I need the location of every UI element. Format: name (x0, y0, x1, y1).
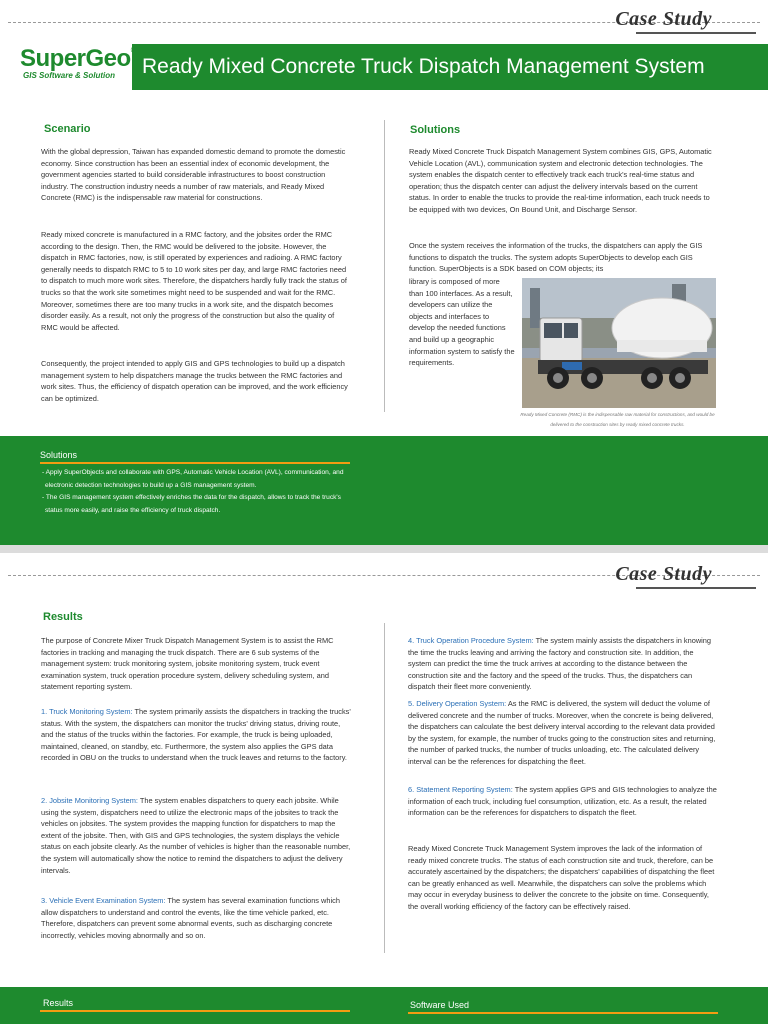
band-item: - The GIS management system effectively enriches the data for the dispatch, allows to track the truck's (42, 494, 341, 501)
column-divider (384, 120, 385, 412)
case-study-underline-2 (636, 587, 756, 589)
band-software-label: Software Used (410, 1000, 470, 1010)
band-solutions-list (42, 467, 422, 517)
band-item: status more easily, and raise the efficiency of truck dispatch. (45, 506, 221, 514)
item-text: The system mainly assists the dispatchers in knowing the time the trucks leaving and arriving the factory and construction site. In addition, the system can predict the time the truck arrives at according to the distance between the construction site and the factory and the speed of the trucks. Thus, the dispatchers can dispatch their fleet more conveniently. (408, 636, 712, 692)
item-text: As the RMC is delivered, the system will deduct the volume of delivered concrete and the number of trucks. Moreover, when the concrete is being delivered, the dispatchers can calculate the best delivery interval according to the relevant data provided by the system, for example, the number of trucks going to the construction sites and returning, the number of parked trucks, the number of trucks unloading, etc. The calculated delivery interval can be the references for dispatching the fleet. (408, 699, 716, 766)
results-conclusion: Ready Mixed Concrete Truck Management System improves the lack of the information of ready mixed concrete trucks. The status of each construction site and truck, therefore, can be accurately ascertained by the dispatchers; the dispatchers' capabilities of dispatching the fleet can be greatly enhanced as well. Meanwhile, the dispatchers can solve the problems which may occur in everyday business to deliver the concrete to the jobsite on time. Consequently, the overall working efficiency of the factory can be effectively raised. (408, 844, 715, 911)
item-number: 2. (41, 796, 48, 805)
concrete-truck-illustration (522, 278, 716, 408)
page-2 (0, 553, 768, 1024)
band-solutions-label: Solutions (40, 450, 78, 460)
case-study-label: Case Study (615, 8, 712, 30)
item-title: Statement Reporting System: (416, 785, 513, 794)
concrete-truck-photo (522, 278, 716, 408)
item-title: Delivery Operation System: (416, 699, 507, 708)
column-divider-2 (384, 623, 385, 953)
item-number: 1. (41, 707, 48, 716)
logo-tagline: GIS Software & Solution (23, 71, 116, 80)
results-item-1 (41, 706, 351, 764)
case-study-label-2: Case Study (615, 563, 712, 585)
supergeo-logo (20, 45, 137, 80)
band-item: electronic detection technologies to build up a GIS management system. (45, 481, 257, 489)
results-item-4 (408, 635, 718, 693)
item-number: 4. (408, 636, 415, 645)
results-item-5 (408, 698, 718, 768)
item-text: The system enables dispatchers to query each jobsite. While using the system, dispatchers need to utilize the electronic maps of the jobsites to track the vehicles on jobsites. The system provides the mapping function for dispatchers to map the extent of the jobsite. Then, with GIS and GPS technologies, the system displays the vehicle status on each jobsite clearly. As the number of vehicles is higher than the reasonable number, the system will automatically show the notice to remind the dispatchers to adjust the delivery intervals. (41, 796, 351, 875)
item-title: Truck Operation Procedure System: (416, 636, 534, 645)
results-heading: Results (43, 611, 83, 623)
solutions-summary-band (0, 436, 768, 545)
solutions-heading: Solutions (410, 124, 461, 136)
solutions-paragraph-2: Once the system receives the information of the trucks, the dispatchers can apply the GIS functions to dispatch the trucks. The system adopts SuperObjects to develop each GIS function. SuperObjects is a SDK based on COM objects; its (409, 241, 703, 274)
results-item-3 (41, 895, 351, 941)
case-study-underline (636, 32, 756, 34)
item-number: 5. (408, 699, 415, 708)
band-solutions-underline (40, 462, 350, 464)
solutions-paragraph-2-side: library is composed of more than 100 interfaces. As a result, developers can utilize the objects and interfaces to develop the needed functions and build up a geographic information system to satisfy the requirements. (409, 277, 515, 368)
item-title: Truck Monitoring System: (49, 707, 133, 716)
item-title: Jobsite Monitoring System: (49, 796, 138, 805)
item-title: Vehicle Event Examination System: (49, 896, 166, 905)
solutions-paragraph-1: Ready Mixed Concrete Truck Dispatch Management System combines GIS, GPS, Automatic Vehicle Location (AVL), communication system and electronic detection technologies. The system enables the dispatch center to effectively track each truck's real-time status and operation; thus the dispatch center can adjust the delivery intervals based on the current status. In order to enable the trucks to provide the real-time information, each truck needs to be equipped with two devices, On Bound Unit, and Discharge Sensor. (409, 147, 712, 214)
band-results-underline (40, 1010, 350, 1012)
scenario-heading: Scenario (44, 123, 91, 135)
band-item: - Apply SuperObjects and collaborate with GPS, Automatic Vehicle Location (AVL), communication, and (42, 469, 344, 476)
band-results-label: Results (43, 998, 74, 1008)
item-text: The system applies GPS and GIS technologies to analyze the information of each truck, including fuel consumption, utilization, etc. As a result, the related information can be the references for dispatchers to dispatch the fleet. (408, 785, 717, 818)
scenario-paragraph-1: With the global depression, Taiwan has expanded domestic demand to promote the domestic economy. Since construction has been an essential index of economic development, the government agencies started to build considerable infrastructures to boost construction industry. The construction industry needs a number of raw materials, and Ready Mixed Concrete (RMC) is the indispensable raw material for constructions. (41, 147, 346, 203)
results-item-6 (408, 784, 718, 819)
scenario-paragraph-2: Ready mixed concrete is manufactured in a RMC factory, and the jobsites order the RMC according to the design. Then, the RMC would be delivered to the jobsite. However, the dispatch in RMC factories, now, is still operated by experiences and radioing. A RMC factory generally needs to dispatch RMC to 5 to 10 work sites per day, and large RMC factories need to dispatch to much more work sites. Therefore, the dispatchers hardly fully track the status of trucks so that the work site sometimes might need to be suspended and wait for the RMC. Moreover, sometimes there are too many trucks in a work site, and the dispatch becomes disorder easily. As a result, not only the progress of the construction but also the quality of RMC would be affected. (41, 230, 347, 332)
results-item-2 (41, 795, 351, 876)
page-separator (0, 545, 768, 553)
item-number: 6. (408, 785, 415, 794)
item-text: The system has several examination functions which allow dispatchers to understand and control the events, like the time vehicle parked, etc. Therefore, dispatchers can prevent some abnormal events, such as discharging concrete incorrectly, vehicles moving abnormally and so on. (41, 896, 340, 940)
scenario-paragraph-3: Consequently, the project intended to apply GIS and GPS technologies to build up a dispatch management system to help dispatchers manage the trucks between the RMC factories and work sites. Thus, the efficiency of dispatch operation can be improved, and the work efficiency can be optimized. (41, 359, 348, 403)
item-text: The system primarily assists the dispatchers in tracking the trucks' status. With the system, the dispatchers can monitor the trucks' driving status, driving route, and the status of the trucks within the factories. For example, the truck is being uploaded, maintained, cleaned, on standby, etc. Furthermore, the system also applies the GPS data recorded in OBU on the trucks to understand when the truck leaves and returns to the factory. (41, 707, 351, 763)
results-summary-band (0, 987, 768, 1024)
band-software-underline (408, 1012, 718, 1014)
photo-caption: Ready Mixed Concrete (RMC) is the indispensable raw material for constructions, and would be delivered to the construction sites by ready mixed concrete trucks. (520, 412, 715, 427)
results-intro: The purpose of Concrete Mixer Truck Dispatch Management System is to assist the RMC factories in tracking and managing the truck dispatch. There are 6 sub systems of the management system: truck monitoring system, jobsite monitoring system, truck event examination system, truck operation procedure system, delivery scheduling system, and statement reporting system. (41, 636, 334, 692)
item-number: 3. (41, 896, 48, 905)
logo-text: SuperGeo (20, 45, 131, 72)
page-title: Ready Mixed Concrete Truck Dispatch Management System (132, 44, 768, 90)
